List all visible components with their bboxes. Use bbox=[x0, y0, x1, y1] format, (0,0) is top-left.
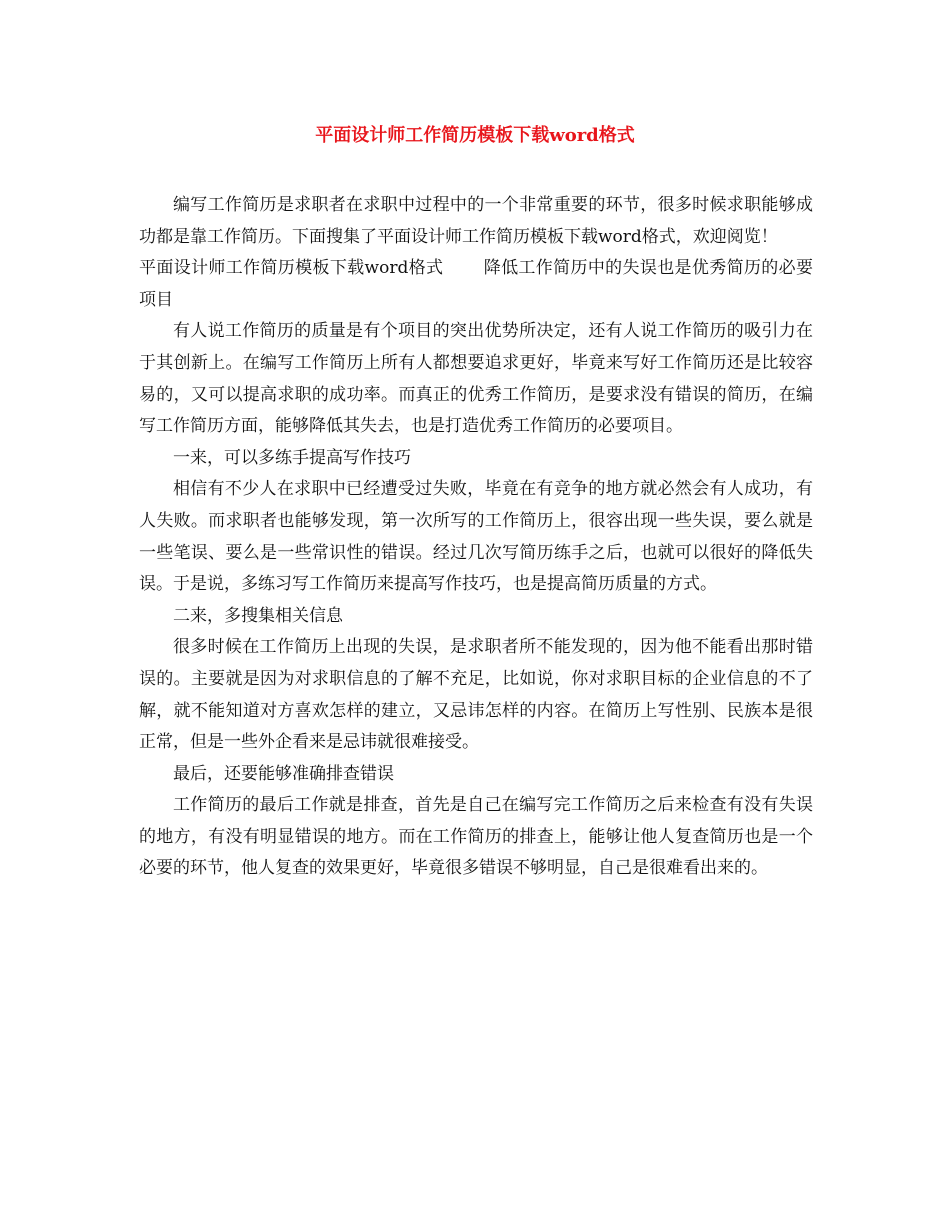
subheading-line bbox=[139, 253, 813, 316]
subheading-left: 平面设计师工作简历模板下载word格式 bbox=[139, 258, 444, 279]
body-paragraph: 工作简历的最后工作就是排查，首先是自己在编写完工作简历之后来检查有没有失误的地方，有没有明显错误的地方。而在工作简历的排查上，能够让他人复查简历也是一个必要的环节，他人复查的效果更好，毕竟很多错误不够明显，自己是很难看出来的。 bbox=[139, 795, 813, 879]
body-paragraph: 相信有不少人在求职中已经遭受过失败，毕竟在有竞争的地方就必然会有人成功，有人失败。而求职者也能够发现，第一次所写的工作简历上，很容出现一些失误，要么就是一些笔误、要么是一些常识性的错误。经过几次写简历练手之后，也就可以很好的降低失误。于是说，多练习写工作简历来提高写作技巧，也是提高简历质量的方式。 bbox=[139, 479, 813, 595]
document-body bbox=[139, 190, 813, 885]
document-title: 平面设计师工作简历模板下载word格式 bbox=[315, 125, 635, 146]
section-heading-3: 最后，还要能够准确排查错误 bbox=[173, 763, 394, 784]
body-paragraph: 有人说工作简历的质量是有个项目的突出优势所决定，还有人说工作简历的吸引力在于其创新上。在编写工作简历上所有人都想要追求更好，毕竟来写好工作简历还是比较容易的，又可以提高求职的成功率。而真正的优秀工作简历，是要求没有错误的简历，在编写工作简历方面，能够降低其失去，也是打造优秀工作简历的必要项目。 bbox=[139, 321, 813, 437]
section-heading-1: 一来，可以多练手提高写作技巧 bbox=[173, 447, 411, 468]
intro-paragraph: 编写工作简历是求职者在求职中过程中的一个非常重要的环节，很多时候求职能够成功都是靠工作简历。下面搜集了平面设计师工作简历模板下载word格式，欢迎阅览！ bbox=[139, 195, 813, 247]
subheading-right: 降低工作简历中的失误也是优秀简历的必要项目 bbox=[139, 258, 813, 310]
body-paragraph: 很多时候在工作简历上出现的失误，是求职者所不能发现的，因为他不能看出那时错误的。主要就是因为对求职信息的了解不充足，比如说，你对求职目标的企业信息的不了解，就不能知道对方喜欢怎样的建立，又忌讳怎样的内容。在简历上写性别、民族本是很正常，但是一些外企看来是忌讳就很难接受。 bbox=[139, 637, 813, 753]
section-heading-2: 二来，多搜集相关信息 bbox=[173, 605, 343, 626]
